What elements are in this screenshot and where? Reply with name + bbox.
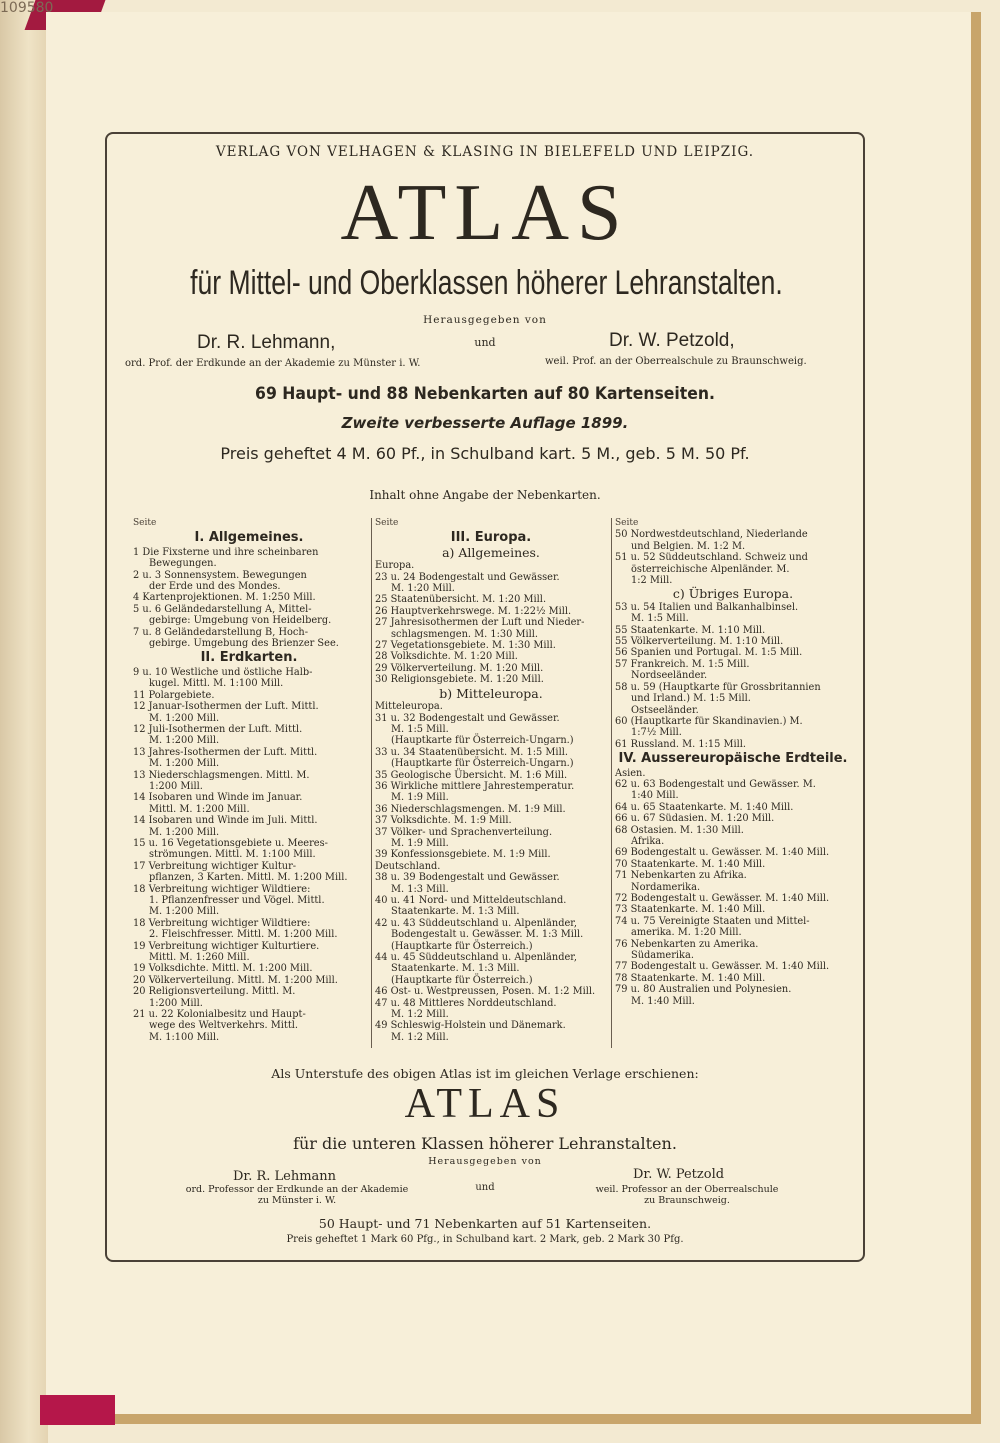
contents-entry: 18 Verbreitung wichtiger Wildtiere: 2. Fleischfresser. Mittl. M. 1:200 Mill. xyxy=(133,917,338,941)
lower-and: und xyxy=(475,1182,495,1193)
contents-entry: 47 u. 48 Mittleres Norddeutschland. M. 1:2 Mill. xyxy=(375,997,557,1021)
author2-role: weil. Prof. an der Oberrealschule zu Braunschweig. xyxy=(545,356,807,367)
contents-entry: 31 u. 32 Bodengestalt und Gewässer. M. 1:5 Mill. (Hauptkarte für Österreich-Ungarn.) xyxy=(375,712,574,747)
contents-entry: 58 u. 59 (Hauptkarte für Grossbritannien und Irland.) M. 1:5 Mill. Ostseeländer. xyxy=(615,681,821,716)
contents-entry: 40 u. 41 Nord- und Mitteldeutschland. Staatenkarte. M. 1:3 Mill. xyxy=(375,895,567,918)
contents-entry: Mitteleuropa. xyxy=(375,701,443,713)
contents-entry: 76 Nebenkarten zu Amerika. Südamerika. xyxy=(615,938,759,962)
contents-entry: 77 Bodengestalt u. Gewässer. M. 1:40 Mill. xyxy=(615,961,830,973)
page-column-label: Seite xyxy=(133,518,157,528)
contents-column-3 xyxy=(615,518,851,1007)
contents-entry: 39 Konfessionsgebiete. M. 1:9 Mill. xyxy=(375,849,551,861)
lower-subtitle: für die unteren Klassen höherer Lehranstalten. xyxy=(293,1134,677,1153)
contents-entry: 27 Vegetationsgebiete. M. 1:30 Mill. xyxy=(375,640,556,652)
contents-title: Inhalt ohne Angabe der Nebenkarten. xyxy=(369,488,601,502)
publisher-line: VERLAG VON VELHAGEN & KLASING IN BIELEFELD UND LEIPZIG. xyxy=(215,144,755,160)
spine-ribbon-bottom xyxy=(40,1395,115,1425)
contents-entry: 19 Verbreitung wichtiger Kulturtiere. Mittl. M. 1:260 Mill. xyxy=(133,940,320,964)
contents-entry: 26 Hauptverkehrswege. M. 1:22½ Mill. xyxy=(375,605,572,617)
column-divider xyxy=(611,518,612,1048)
lower-author1-name: Dr. R. Lehmann xyxy=(233,1169,337,1184)
edited-by-label: Herausgegeben von xyxy=(423,314,547,326)
contents-entry: 79 u. 80 Australien und Polynesien. M. 1:40 Mill. xyxy=(615,984,792,1007)
contents-entry: 50 Nordwestdeutschland, Niederlande und Belgien. M. 1:2 M. xyxy=(615,529,808,552)
contents-entry: 30 Religionsgebiete. M. 1:20 Mill. xyxy=(375,674,544,686)
contents-entry: 37 Volksdichte. M. 1:9 Mill. xyxy=(375,815,512,827)
contents-entry: 9 u. 10 Westliche und östliche Halb- kugel. Mittl. M. 1:100 Mill. xyxy=(133,666,313,690)
author1-role: ord. Prof. der Erdkunde an der Akademie zu Münster i. W. xyxy=(125,358,421,369)
contents-entry: 64 u. 65 Staatenkarte. M. 1:40 Mill. xyxy=(615,801,794,813)
contents-entry: 53 u. 54 Italien und Balkanhalbinsel. M. 1:5 Mill. xyxy=(615,601,799,625)
section-heading: I. Allgemeines. xyxy=(194,530,304,546)
contents-entry: 36 Wirkliche mittlere Jahrestemperatur. M. 1:9 Mill. xyxy=(375,780,575,804)
book-spine xyxy=(0,0,48,1443)
contents-entry: 35 Geologische Übersicht. M. 1:6 Mill. xyxy=(375,769,568,781)
page-column-label: Seite xyxy=(615,518,639,528)
contents-entry: 78 Staatenkarte. M. 1:40 Mill. xyxy=(615,972,766,984)
contents-entry: 62 u. 63 Bodengestalt und Gewässer. M. 1:40 Mill. xyxy=(615,778,816,802)
contents-entry: 70 Staatenkarte. M. 1:40 Mill. xyxy=(615,858,766,870)
contents-entry: 55 Völkerverteilung. M. 1:10 Mill. xyxy=(615,636,784,648)
subsection-heading: b) Mitteleuropa. xyxy=(439,685,543,701)
contents-entry: Deutschland. xyxy=(375,860,441,872)
contents-entry: 57 Frankreich. M. 1:5 Mill. Nordseeländer. xyxy=(615,658,750,682)
contents-column-2 xyxy=(375,518,607,1043)
lower-edited-by: Herausgegeben von xyxy=(428,1156,542,1167)
contents-entry: 74 u. 75 Vereinigte Staaten und Mittel- amerika. M. 1:20 Mill. xyxy=(615,915,810,939)
contents-entry: 15 u. 16 Vegetationsgebiete u. Meeres- strömungen. Mittl. M. 1:100 Mill. xyxy=(133,837,328,861)
contents-entry: 18 Verbreitung wichtiger Wildtiere: 1. Pflanzenfresser und Vögel. Mittl. M. 1:200 Mill. xyxy=(133,883,325,918)
contents-entry: 61 Russland. M. 1:15 Mill. xyxy=(615,738,747,750)
contents-entry: 37 Völker- und Sprachenverteilung. M. 1:9 Mill. xyxy=(375,826,553,849)
contents-entry: 13 Jahres-Isothermen der Luft. Mittl. M. 1:200 Mill. xyxy=(133,746,318,770)
lower-intro: Als Unterstufe des obigen Atlas ist im gleichen Verlage erschienen: xyxy=(271,1066,699,1081)
edition-line: Zweite verbesserte Auflage 1899. xyxy=(341,414,629,432)
contents-entry: 23 u. 24 Bodengestalt und Gewässer. M. 1:20 Mill. xyxy=(375,571,560,595)
section-heading: IV. Aussereuropäische Erdteile. xyxy=(618,751,848,767)
contents-entry: 56 Spanien und Portugal. M. 1:5 Mill. xyxy=(615,647,803,659)
lower-author1-role: ord. Professor der Erdkunde an der Akademie zu Münster i. W. xyxy=(185,1184,409,1206)
subsection-heading: c) Übriges Europa. xyxy=(672,586,794,602)
author2-name: Dr. W. Petzold, xyxy=(609,330,735,351)
contents-entry: 49 Schleswig-Holstein und Dänemark. M. 1:2 Mill. xyxy=(375,1020,566,1043)
contents-entry: 12 Januar-Isothermen der Luft. Mittl. M. 1:200 Mill. xyxy=(133,701,319,724)
contents-entry: 38 u. 39 Bodengestalt und Gewässer. M. 1:3 Mill. xyxy=(375,872,560,895)
contents-entry: 44 u. 45 Süddeutschland u. Alpenländer, Staatenkarte. M. 1:3 Mill. (Hauptkarte für Österreich.) xyxy=(375,952,577,986)
page-column-label: Seite xyxy=(375,518,399,528)
contents-entry: 17 Verbreitung wichtiger Kultur- pflanzen, 3 Karten. Mittl. M. 1:200 Mill. xyxy=(133,860,348,884)
contents-entry: 55 Staatenkarte. M. 1:10 Mill. xyxy=(615,624,766,636)
contents-entry: Asien. xyxy=(615,767,646,779)
contents-entry: 21 u. 22 Kolonialbesitz und Haupt- wege des Weltverkehrs. Mittl. M. 1:100 Mill. xyxy=(133,1009,306,1043)
contents-entry: 25 Staatenübersicht. M. 1:20 Mill. xyxy=(375,594,547,606)
contents-entry: 51 u. 52 Süddeutschland. Schweiz und österreichische Alpenländer. M. 1:2 Mill. xyxy=(615,552,808,587)
contents-entry: 36 Niederschlagsmengen. M. 1:9 Mill. xyxy=(375,803,566,815)
subsection-heading: a) Allgemeines. xyxy=(442,544,540,560)
author-and: und xyxy=(474,336,496,349)
contents-entry: 60 (Hauptkarte für Skandinavien.) M. 1:7½ Mill. xyxy=(615,715,803,739)
lower-atlas-title: ATLAS xyxy=(404,1081,566,1127)
column-divider xyxy=(371,518,372,1048)
lower-author2-name: Dr. W. Petzold xyxy=(633,1167,725,1182)
section-heading: III. Europa. xyxy=(450,530,532,546)
atlas-title: ATLAS xyxy=(340,169,630,257)
section-heading: II. Erdkarten. xyxy=(200,650,298,666)
contents-entry: 73 Staatenkarte. M. 1:40 Mill. xyxy=(615,904,766,916)
contents-entry: 29 Völkerverteilung. M. 1:20 Mill. xyxy=(375,662,544,674)
price-line: Preis geheftet 4 M. 60 Pf., in Schulband kart. 5 M., geb. 5 M. 50 Pf. xyxy=(220,444,750,463)
map-count: 69 Haupt- und 88 Nebenkarten auf 80 Kartenseiten. xyxy=(255,384,715,404)
contents-entry: 72 Bodengestalt u. Gewässer. M. 1:40 Mill. xyxy=(615,893,830,904)
contents-entry: 42 u. 43 Süddeutschland u. Alpenländer, Bodengestalt u. Gewässer. M. 1:3 Mill. (Hauptkarte für Österreich.) xyxy=(375,917,584,952)
contents-entry: 5 u. 6 Geländedarstellung A, Mittel- gebirge: Umgebung von Heidelberg. xyxy=(133,603,332,627)
contents-entry: 71 Nebenkarten zu Afrika. Nordamerika. xyxy=(615,870,747,893)
title-page-frame xyxy=(105,132,865,1262)
contents-entry: Europa. xyxy=(375,560,415,572)
contents-entry: 66 u. 67 Südasien. M. 1:20 Mill. xyxy=(615,813,775,825)
atlas-subtitle: für Mittel- und Oberklassen höherer Lehranstalten. xyxy=(190,264,783,302)
contents-entry: 69 Bodengestalt u. Gewässer. M. 1:40 Mill. xyxy=(615,847,830,859)
contents-column-1 xyxy=(133,518,365,1043)
contents-entry: 1 Die Fixsterne und ihre scheinbaren Bewegungen. xyxy=(133,546,319,570)
author1-name: Dr. R. Lehmann, xyxy=(197,332,336,353)
contents-entry: 27 Jahresisothermen der Luft und Nieder- schlagsmengen. M. 1:30 Mill. xyxy=(375,617,585,640)
lower-price: Preis geheftet 1 Mark 60 Pfg., in Schulband kart. 2 Mark, geb. 2 Mark 30 Pfg. xyxy=(286,1234,684,1245)
contents-entry: 20 Religionsverteilung. Mittl. M. 1:200 Mill. xyxy=(133,986,296,1009)
contents-entry: 14 Isobaren und Winde im Juli. Mittl. M. 1:200 Mill. xyxy=(133,815,318,838)
contents-entry: 19 Volksdichte. Mittl. M. 1:200 Mill. xyxy=(133,963,313,975)
contents-entry: 11 Polargebiete. xyxy=(133,689,215,701)
contents-entry: 4 Kartenprojektionen. M. 1:250 Mill. xyxy=(133,592,316,604)
contents-entry: 7 u. 8 Geländedarstellung B, Hoch- gebirge. Umgebung des Brienzer See. xyxy=(133,626,339,650)
contents-entry: 14 Isobaren und Winde im Januar. Mittl. M. 1:200 Mill. xyxy=(133,792,303,815)
contents-entry: 33 u. 34 Staatenübersicht. M. 1:5 Mill. (Hauptkarte für Österreich-Ungarn.) xyxy=(375,746,574,770)
contents-entry: 68 Ostasien. M. 1:30 Mill. Afrika. xyxy=(615,824,744,847)
lower-author2-role: weil. Professor an der Oberrealschule zu Braunschweig. xyxy=(595,1184,779,1206)
contents-entry: 2 u. 3 Sonnensystem. Bewegungen der Erde und des Mondes. xyxy=(133,569,307,593)
contents-entry: 20 Völkerverteilung. Mittl. M. 1:200 Mill. xyxy=(133,974,338,986)
lower-map-count: 50 Haupt- und 71 Nebenkarten auf 51 Kartenseiten. xyxy=(318,1216,652,1231)
contents-entry: 46 Ost- u. Westpreussen, Posen. M. 1:2 Mill. xyxy=(375,986,596,998)
library-stamp: 109580 xyxy=(0,0,54,16)
contents-entry: 28 Volksdichte. M. 1:20 Mill. xyxy=(375,651,518,663)
contents-entry: 13 Niederschlagsmengen. Mittl. M. 1:200 Mill. xyxy=(133,769,310,792)
contents-entry: 12 Juli-Isothermen der Luft. Mittl. M. 1:200 Mill. xyxy=(133,723,303,747)
